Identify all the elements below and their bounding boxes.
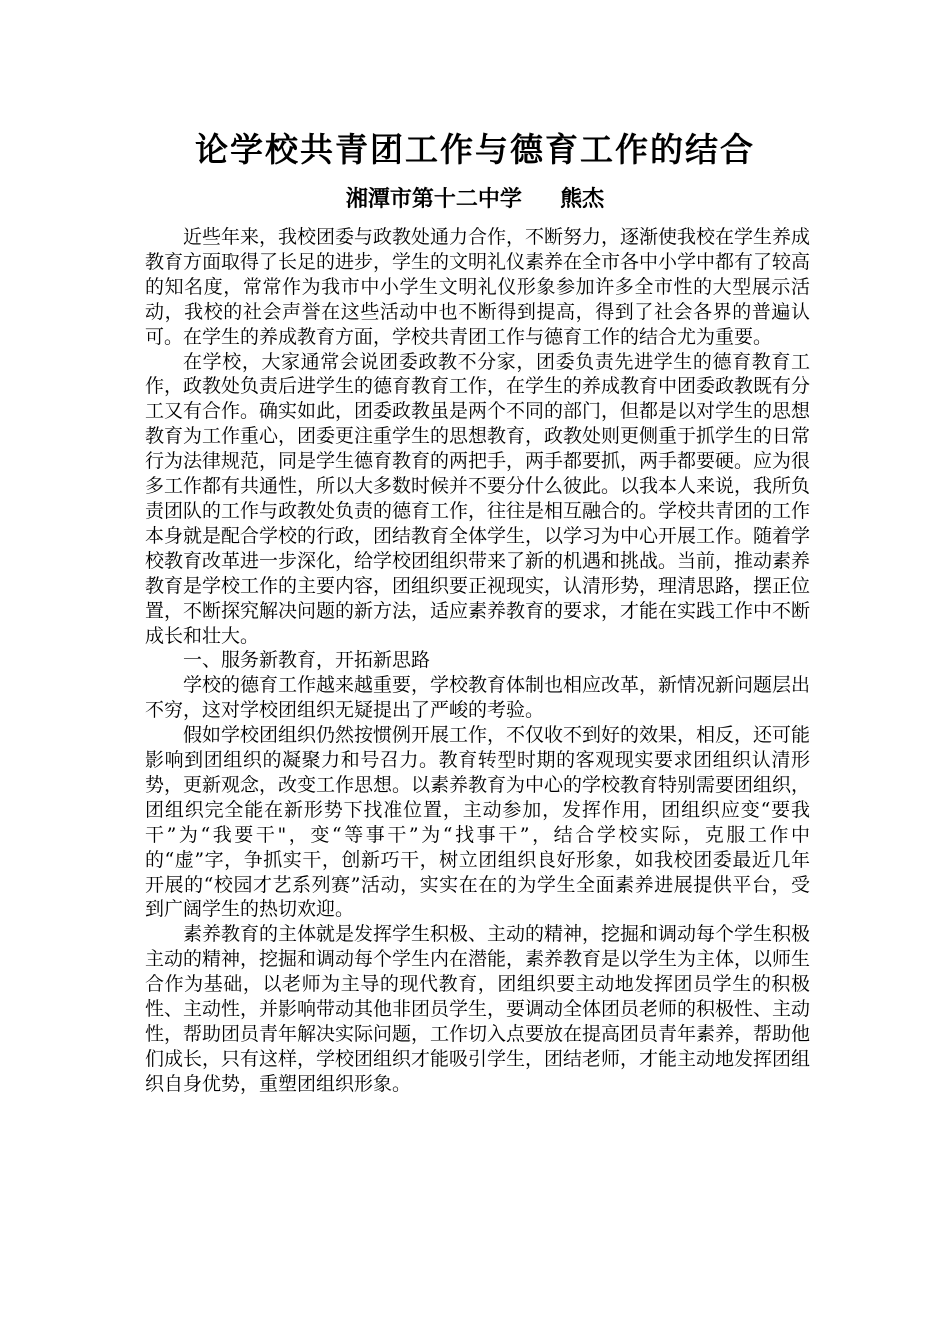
section-heading: 一、服务新教育，开拓新思路: [183, 649, 431, 672]
document-body: [145, 225, 810, 1097]
paragraph: 学校的德育工作越来越重要，学校教育体制也相应改革，新情况新问题层出不穷，这对学校团组织无疑提出了严峻的考验。: [145, 674, 811, 722]
paragraph: 在学校，大家通常会说团委政教不分家，团委负责先进学生的德育教育工作，政教处负责后进学生的德育教育工作，在学生的养成教育中团委政教既有分工又有合作。确实如此，团委政教虽是两个不同的部门，但都是以对学生的思想教育为工作重心，团委更注重学生的思想教育，政教处则更侧重于抓学生的日常行为法律规范，同是学生德育教育的两把手，两手都要抓，两手都要硬。应为很多工作都有共通性，所以大多数时候并不要分什么彼此。以我本人来说，我所负责团队的工作与政教处负责的德育工作，往往是相互融合的。学校共青团的工作本身就是配合学校的行政，团结教育全体学生，以学习为中心开展工作。随着学校教育改革进一步深化，给学校团组织带来了新的机遇和挑战。当前，推动素养教育是学校工作的主要内容，团组织要正视现实，认清形势，理清思路，摆正位置，不断探究解决问题的新方法，适应素养教育的要求，才能在实践工作中不断成长和壮大。: [145, 350, 811, 647]
author-byline: 湘潭市第十二中学 熊杰: [345, 186, 605, 212]
document-title: 论学校共青团工作与德育工作的结合: [195, 130, 755, 169]
paragraph: 素养教育的主体就是发挥学生积极、主动的精神，挖掘和调动每个学生积极主动的精神，挖掘和调动每个学生内在潜能，素养教育是以学生为主体，以师生合作为基础，以老师为主导的现代教育，团组织要主动地发挥团员学生的积极性、主动性，并影响带动其他非团员学生，要调动全体团员老师的积极性、主动性，帮助团员青年解决实际问题，工作切入点要放在提高团员青年素养，帮助他们成长，只有这样，学校团组织才能吸引学生，团结老师，才能主动地发挥团组织自身优势，重塑团组织形象。: [145, 923, 811, 1095]
paragraph: 近些年来，我校团委与政教处通力合作，不断努力，逐渐使我校在学生养成教育方面取得了长足的进步，学生的文明礼仪素养在全市各中小学中都有了较高的知名度，常常作为我市中小学生文明礼仪形象参加许多全市性的大型展示活动，我校的社会声誉在这些活动中也不断得到提高，得到了社会各界的普遍认可。在学生的养成教育方面，学校共青团工作与德育工作的结合尤为重要。: [145, 226, 811, 348]
paragraph: 假如学校团组织仍然按惯例开展工作，不仅收不到好的效果，相反，还可能影响到团组织的凝聚力和号召力。教育转型时期的客观现实要求团组织认清形势，更新观念，改变工作思想。以素养教育为中心的学校教育特别需要团组织，团组织完全能在新形势下找准位置，主动参加，发挥作用，团组织应变“要我干”为“我要干"，变“等事干”为“找事干”，结合学校实际，克服工作中的“虚”字，争抓实干，创新巧干，树立团组织良好形象，如我校团委最近几年开展的“校园才艺系列赛”活动，实实在在的为学生全面素养进展提供平台，受到广阔学生的热切欢迎。: [145, 724, 811, 921]
